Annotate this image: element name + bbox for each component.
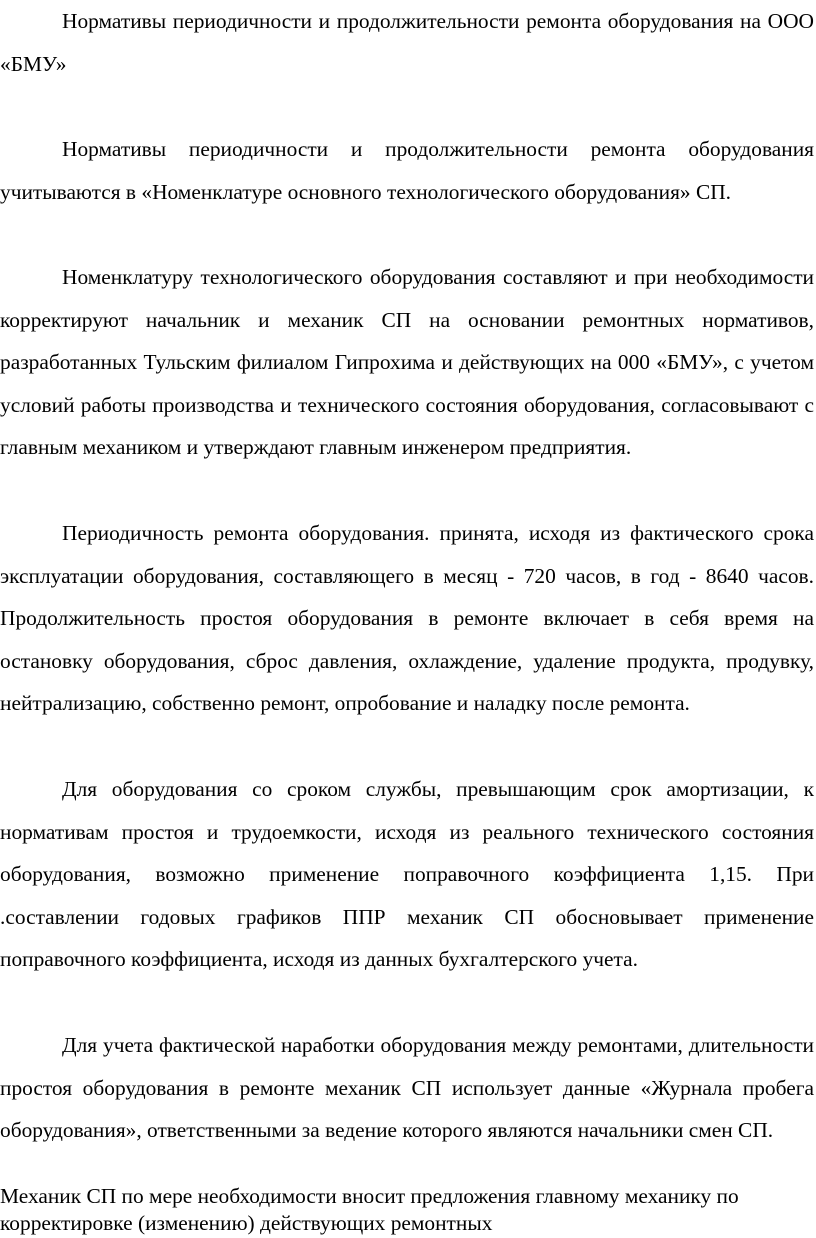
paragraph-3: Периодичность ремонта оборудования. принята, исходя из фактического срока эксплуатации оборудования, составляющего в месяц - 720 часов, в год - 8640 часов. Продолжительность простоя оборудования в ремонте включает в себя время на остановку оборудования, сброс давления, охлаждение, удаление продукта, продувку, нейтрализацию, собственно ремонт, опробование и наладку после ремонта.	[0, 521, 814, 716]
paragraph-4: Для оборудования со сроком службы, превышающим срок амортизации, к нормативам простоя и трудоемкости, исходя из реального технического состояния оборудования, возможно применение поправочного коэффициента 1,15. При .составлении годовых графиков ППР механик СП обосновывает применение поправочного коэффициента, исходя из данных бухгалтерского учета.	[0, 777, 814, 972]
paragraph-5: Для учета фактической наработки оборудования между ремонтами, длительности простоя оборудования в ремонте механик СП использует данные «Журнала пробега оборудования», ответственными за ведение которого являются начальники смен СП.	[0, 1033, 814, 1143]
paragraph-1: Нормативы периодичности и продолжительности ремонта оборудования учитываются в «Номенклатуре основного технологического оборудования» СП.	[0, 137, 814, 204]
document-title: Нормативы периодичности и продолжительности ремонта оборудования на ООО «БМУ»	[0, 9, 814, 76]
paragraph-2: Номенклатуру технологического оборудования составляют и при необходимости корректируют начальник и механик СП на основании ремонтных нормативов, разработанных Тульским филиалом Гипрохима и действующих на 000 «БМУ», с учетом условий работы производства и технического состояния оборудования, согласовывают с главным механиком и утверждают главным инженером предприятия.	[0, 265, 814, 460]
trailing-paragraph: Механик СП по мере необходимости вносит предложения главному механику по корректировке (изменению) действующих ремонтных	[0, 1184, 739, 1235]
